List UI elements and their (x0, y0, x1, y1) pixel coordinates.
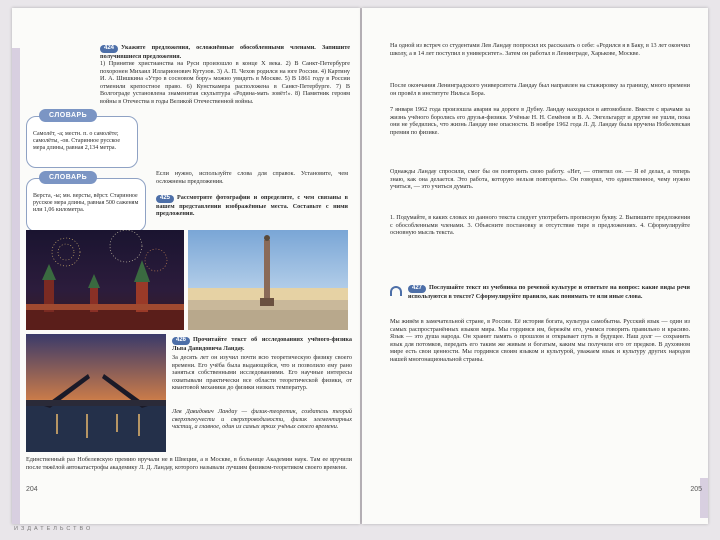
bridge-illustration (26, 334, 166, 452)
publisher-footer: ИЗДАТЕЛЬСТВО (14, 526, 94, 532)
exercise-427 (408, 284, 690, 300)
drawbridge-sunset-photo (26, 334, 166, 452)
left-margin-tab (12, 48, 20, 524)
exercise-426 (172, 336, 352, 352)
exercise-426-body: За десять лет он изучил почти всю теоретическую физику своего времени. Его учёба была выдающейся, что и позволило ему рано заняться собственными исследованиями. Его научные интересы охватывали практически все области теоретической физики, от квантовой механики до физики низких температур. (172, 354, 352, 392)
right-page (362, 8, 708, 524)
exercise-425 (156, 194, 348, 218)
exercise-427-task: Послушайте текст из учебника по речевой культуре и ответьте на вопрос: какие виды речи используются в тексте? Сформулируйте правило, как понимать те или иные слова. (408, 284, 690, 300)
page-number-right: 205 (690, 486, 702, 493)
paragraph-3: 7 января 1962 года произошла авария на дороге в Дубну. Ландау находился в автомобиле. Вместе с врачами за жизнь учёного боролись его друзья-физики. Учёные Н. Н. Семёнов и В. А. Энгельгардт и другие не ушли, пока они не убедились, что жизнь Ландау вне опасности. В ноябре 1962 года Л. Д. Ландау была вручена Нобелевская премия по физике. (390, 106, 690, 136)
task-note: Если нужно, используйте слова для справок. Установите, чем осложнены предложения. (156, 170, 348, 185)
palace-square-photo (188, 230, 348, 330)
headphones-icon (390, 286, 402, 296)
exercise-number-badge: 427 (408, 285, 426, 293)
paragraph-2: После окончания Ленинградского университета Ландау был направлен на стажировку за границу, много времени он провёл в институте Нильса Бора. (390, 82, 690, 97)
exercise-424-task: Укажите предложения, осложнённые обособленными членами. Запишите получившиеся предложения. (100, 44, 350, 60)
paragraph-4: Однажды Ландау спросили, смог бы он повторить свою работу. «Нет, — ответил он. — Я её делал, а теперь знаю, как она делается. Это работа, которую нельзя повторить». Он говорил, что единственное, чему нужно учиться, — это учиться думать. (390, 168, 690, 191)
right-margin-tab (700, 478, 708, 518)
vocabulary-header: СЛОВАРЬ (39, 171, 97, 184)
vocabulary-box-2 (26, 174, 146, 232)
landau-quote: Лев Давидович Ландау — физик-теоретик, создатель теорий сверхтекучести и сверхпроводимости, физик элементарных частиц, а главное, один из самых ярких учёных своего времени. (172, 408, 352, 431)
vocabulary-header: СЛОВАРЬ (39, 109, 97, 122)
tasks-list: 1. Подумайте, в каких словах из данного текста следует употребить прописную букву. 2. Выпишите предложения с обособленными членами. 3. Объясните постановку и отсутствие тире в предложениях. 4. Сформулируйте основную мысль текста. (390, 214, 690, 237)
paragraph-1: На одной из встреч со студентами Лев Ландау попросил их рассказать о себе: «Родился я в Баку, в 13 лет окончил школу, а в 14 лет поступил в университет». Затем он работал в Ленинграде, Харькове, Москве. (390, 42, 690, 57)
fireworks-illustration (26, 230, 184, 330)
vocabulary-text: Верста, -ы; мн. версты, вёрст. Старинное русское мера длины, равная 500 саженям или 1,06 километра. (33, 193, 139, 214)
exercise-427-body: Мы живём в замечательной стране, в России. Её история богата, культура самобытна. Русский язык — один из самых распространённых языков мира. Мы гордимся им, бережём его, учимся говорить правильно и красиво. Язык — это душа народа. Он хранит память о прошлом и открывает путь в будущее. Наш долг — сохранить язык для потомков, передать его таким же живым и богатым, каким мы получили его от предков. В духовном мире есть свои ценности. Мы гордимся своим языком и культурой, уважаем язык и культуру других народов нашей многонациональной страны. (390, 318, 690, 363)
kremlin-fireworks-photo (26, 230, 184, 330)
exercise-number-badge: 424 (100, 45, 118, 53)
nobel-paragraph: Единственный раз Нобелевскую премию вручали не в Швеции, а в Москве, в больнице Академии наук. Там ее вручили после тяжёлой автокатастрофы академику Л. Д. Ландау, которого называли лучшим физиком-теоретиком своего времени. (26, 456, 352, 471)
column-illustration (188, 230, 348, 330)
exercise-number-badge: 426 (172, 337, 190, 345)
exercise-426-task: Прочитайте текст об исследованиях учёного-физика Льва Давидовича Ландау. (172, 336, 352, 352)
exercise-number-badge: 425 (156, 195, 174, 203)
exercise-424-items: 1) Принятие христианства на Руси произошло в конце X века. 2) В Санкт-Петербурге похоронен Михаил Илларионович Кутузов. 3) А. П. Чехов родился на юге России. 4) Картину И. А. Шишкина «Утро в сосновом бору» можно увидеть в Москве. 5) В 1861 году в России отменили крепостное право. 6) Кунсткамера расположена в Санкт-Петербурге. 7) В Волгограде установлена знаменитая скульптура «Родина-мать зовёт!». 8) Памятник героям войны в Отечества в годы Великой Отечественной войны. (100, 60, 350, 105)
left-page (12, 8, 360, 524)
vocabulary-box-1 (26, 112, 138, 168)
page-number-left: 204 (26, 486, 38, 493)
exercise-424 (100, 44, 350, 60)
vocabulary-text: Самолёт, -а; местн. п. о самолёте; самолёты, -ов. Старинное русское мера длины, равная 2,134 метра. (33, 131, 121, 152)
exercise-425-task: Рассмотрите фотографии и определите, с чем связаны в вашем представлении изображённые места. Составьте с ними предложения. (156, 194, 348, 218)
